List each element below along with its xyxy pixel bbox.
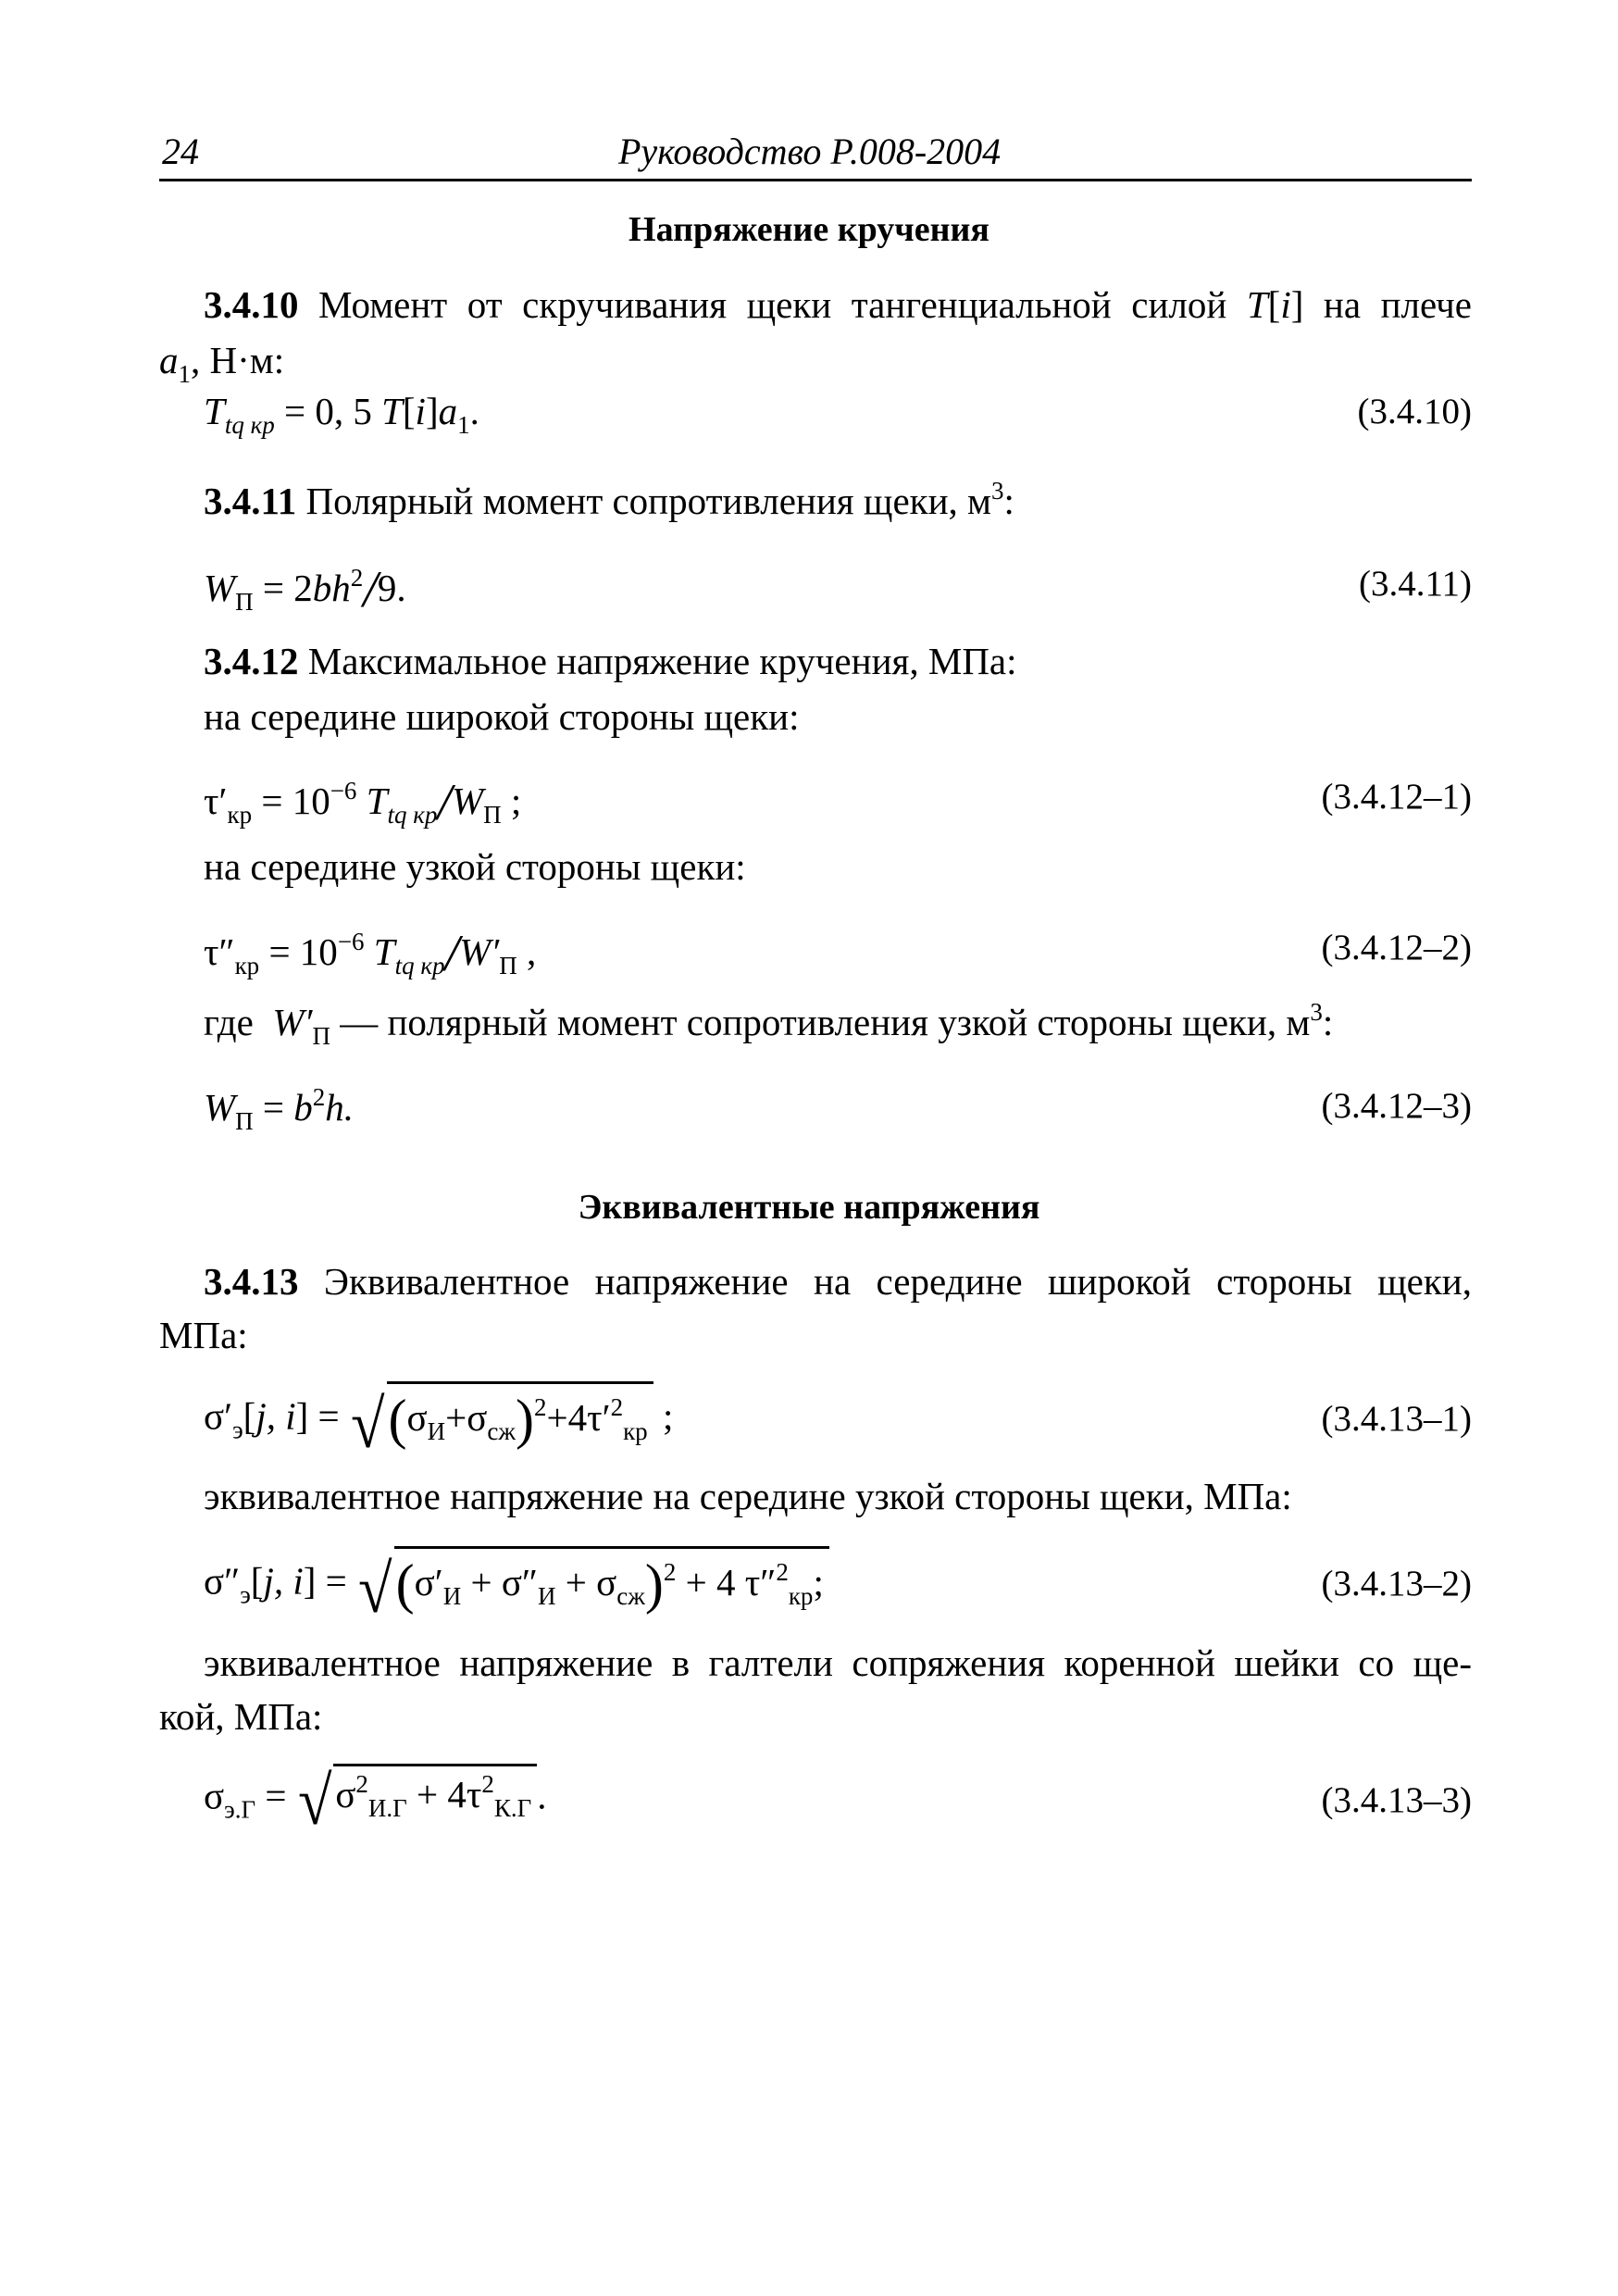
- fillet-text-line1: эквивалентное напряжение в галтели сопряжения коренной шейки со ще-: [204, 1641, 1472, 1684]
- equation-3-4-11: $W_П = 2bh^2/9$.: [204, 561, 406, 618]
- equation-3-4-12-1: $\tau'_{кр} = 10^{-6}$ $T_{tq кр}/W_П$ ;: [204, 774, 522, 831]
- equation-number: (3.4.11): [1358, 564, 1472, 604]
- section-heading-torsion: Напряжение кручения: [629, 210, 989, 249]
- paragraph-3-4-11: 3.4.11 Полярный момент сопротивления щеки, $м^3$:: [204, 477, 1014, 522]
- equation-3-4-13-2: $\sigma''_э[j$, $i] = √(\sigma'_И + \sigma''_И + \sigma_{сж})^2 + 4$ τ″$^2_{кр}$;: [204, 1546, 829, 1624]
- equation-3-4-13-1: $\sigma'_э[j$, $i] = √(\sigma_И+\sigma_{сж})^2+4\tau'^2_{кр}$ ;: [204, 1381, 673, 1459]
- paragraph-3-4-10-line1: [204, 282, 1472, 327]
- equation-number: (3.4.10): [1357, 392, 1472, 431]
- section-heading-equivalent: Эквивалентные напряжения: [578, 1188, 1040, 1227]
- equation-number: (3.4.12–2): [1321, 928, 1472, 967]
- narrow-side-equivalent-text: эквивалентное напряжение на середине узкой стороны щеки, МПа:: [204, 1475, 1292, 1517]
- paragraph-3-4-13-line2: МПа:: [159, 1314, 248, 1356]
- paragraph-3-4-12-line2: на середине широкой стороны щеки:: [204, 695, 800, 738]
- paragraph-3-4-12: 3.4.12 Максимальное напряжение кручения, МПа:: [204, 640, 1017, 682]
- equation-number: (3.4.13–2): [1321, 1564, 1472, 1603]
- arm-text: на плече: [1323, 283, 1472, 326]
- fillet-text-line2: кой, МПа:: [159, 1695, 323, 1738]
- equation-number: (3.4.12–1): [1321, 777, 1472, 817]
- paragraph-3-4-10-line2: $a_1$, Н·м:: [159, 339, 285, 388]
- narrow-side-text: на середине узкой стороны щеки:: [204, 845, 746, 888]
- where-line: где $W'_П$ — полярный момент сопротивления узкой стороны щеки, $м^3$:: [204, 998, 1334, 1050]
- page-number: 24: [162, 131, 199, 172]
- equation-3-4-12-3: $W_П = b^2h$.: [204, 1083, 355, 1135]
- equation-3-4-13-3: $\sigma_{э.Г} = √\sigma^2_{И.Г} + 4\tau^2_{К.Г}$ .: [204, 1764, 547, 1840]
- equation-number: (3.4.12–3): [1321, 1086, 1472, 1126]
- document-title: Руководство Р.008-2004: [618, 131, 1002, 172]
- equation-number: (3.4.13–1): [1321, 1399, 1472, 1439]
- clause-number: 3.4.10: [204, 283, 299, 326]
- paragraph-3-4-13-line1: 3.4.13 Эквивалентное напряжение на середине широкой стороны щеки,: [204, 1260, 1472, 1303]
- clause-text: Момент от скручивания щеки тангенциальной силой: [298, 283, 1227, 326]
- force-symbol: T[i]: [1246, 283, 1304, 326]
- equation-number: (3.4.13–3): [1321, 1780, 1472, 1820]
- header-rule: [159, 179, 1472, 181]
- equation-3-4-10: $T_{tq кр} = 0$, 5 $T[i]a_1$.: [204, 390, 479, 439]
- equation-3-4-12-2: $\tau''_{кр} = 10^{-6}$ $T_{tq кр}/W'_П$ ,: [204, 925, 537, 982]
